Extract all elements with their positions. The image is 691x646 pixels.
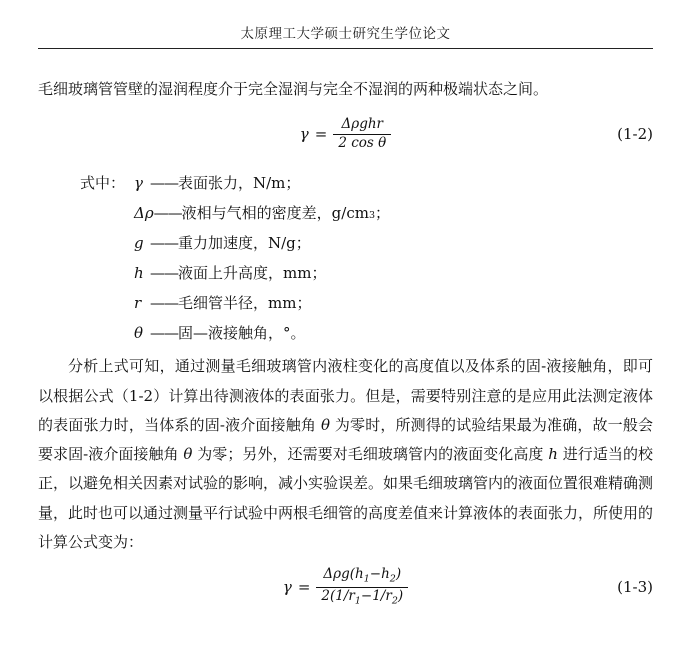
definition-text: 固—液接触角，°。 bbox=[178, 324, 306, 343]
definition-unit-exponent: 3 bbox=[368, 210, 375, 222]
paragraph-2-theta-2: θ bbox=[183, 445, 193, 463]
symbol-definition-list bbox=[38, 168, 653, 348]
definition-dash: —— bbox=[150, 174, 178, 193]
definition-symbol: Δρ bbox=[134, 204, 154, 223]
formula-1-2 bbox=[38, 114, 653, 154]
den-post: ) bbox=[397, 587, 404, 604]
definition-item-theta bbox=[38, 318, 653, 348]
formula-1-2-equals: = bbox=[314, 125, 328, 144]
formula-1-3-number: (1-3) bbox=[617, 578, 653, 597]
definition-item-h bbox=[38, 258, 653, 288]
header-divider bbox=[38, 48, 653, 49]
paragraph-2-part-3: 为零；另外，还需要对毛细玻璃管内的液面变化高度 bbox=[192, 445, 549, 463]
definition-dash: —— bbox=[150, 264, 178, 283]
num-mid: −h bbox=[369, 566, 390, 582]
num-post: ) bbox=[395, 566, 402, 582]
den-sub-2: 2 bbox=[391, 595, 398, 607]
formula-1-3-lhs: γ bbox=[282, 578, 292, 597]
definition-symbol: θ bbox=[134, 324, 144, 343]
definition-item-gamma bbox=[38, 168, 653, 198]
num-sub-1: 1 bbox=[363, 573, 370, 585]
formula-1-2-expression bbox=[300, 117, 391, 151]
paragraph-2-part-4: 进行适当的校正，以避免相关因素对试验的影响，减小实验误差。如果毛细玻璃管内的液面位置很难精确测量，此时也可以通过测量平行试验中两根毛细管的高度差值来计算液体的表面张力，所使用的计算公式变为： bbox=[38, 445, 654, 551]
paragraph-2-part-2: 为零时，所测得的试验结果最为准确，故一般会要求固-液介面接触角 bbox=[38, 415, 653, 463]
definition-lead-label: 式中： bbox=[80, 174, 126, 193]
definition-text: 毛细管半径，mm； bbox=[178, 294, 312, 313]
den-mid: −1/r bbox=[360, 587, 392, 604]
definition-symbol: g bbox=[134, 234, 144, 253]
page-header: 太原理工大学硕士研究生学位论文 bbox=[240, 26, 451, 42]
definition-text: 液相与气相的密度差，g/cm bbox=[181, 204, 369, 223]
paragraph-2-theta-1: θ bbox=[320, 415, 330, 434]
formula-1-2-lhs: γ bbox=[299, 125, 309, 144]
num-sub-2: 2 bbox=[389, 573, 396, 585]
formula-1-3-fraction bbox=[316, 567, 408, 607]
den-pre: 2(1/r bbox=[321, 587, 355, 604]
formula-1-2-fraction bbox=[333, 117, 391, 151]
formula-1-3-numerator bbox=[318, 567, 406, 587]
formula-1-3-equals: = bbox=[297, 578, 311, 597]
paragraph-2-h: h bbox=[548, 445, 558, 463]
paragraph-1: 毛细玻璃管管壁的湿润程度介于完全湿润与完全不湿润的两种极端状态之间。 bbox=[38, 80, 549, 98]
definition-dash: —— bbox=[153, 204, 182, 223]
num-pre: Δρg(h bbox=[323, 566, 364, 582]
definition-item-g bbox=[38, 228, 653, 258]
formula-1-3 bbox=[38, 567, 653, 607]
definition-symbol: r bbox=[134, 294, 142, 313]
paragraph-2-part-1: 分析上式可知，通过测量毛细玻璃管内液柱变化的高度值以及体系的固-液接触角，即可以根据公式（1-2）计算出待测液体的表面张力。但是，需要特别注意的是应用此法测定液体的表面张力时，当体系的固-液介面接触角 bbox=[38, 357, 653, 434]
formula-1-2-numerator: Δρghr bbox=[341, 116, 384, 133]
definition-symbol: γ bbox=[134, 174, 143, 193]
definition-text: 液面上升高度，mm； bbox=[178, 264, 327, 283]
definition-tail: ； bbox=[375, 204, 391, 223]
definition-dash: —— bbox=[150, 294, 178, 313]
definition-text: 表面张力，N/m； bbox=[178, 174, 301, 193]
definition-dash: —— bbox=[150, 234, 178, 253]
definition-symbol: h bbox=[134, 264, 144, 283]
definition-text: 重力加速度，N/g； bbox=[178, 234, 311, 253]
formula-1-2-denominator: 2 cos θ bbox=[333, 134, 391, 152]
den-sub-1: 1 bbox=[354, 595, 361, 607]
formula-1-3-expression bbox=[283, 567, 408, 607]
paragraph-2 bbox=[38, 352, 653, 557]
definition-dash: —— bbox=[150, 324, 178, 343]
definition-item-r bbox=[38, 288, 653, 318]
formula-1-2-number: (1-2) bbox=[617, 125, 653, 144]
definition-item-delta-rho bbox=[38, 198, 653, 228]
formula-1-3-denominator bbox=[316, 587, 408, 608]
